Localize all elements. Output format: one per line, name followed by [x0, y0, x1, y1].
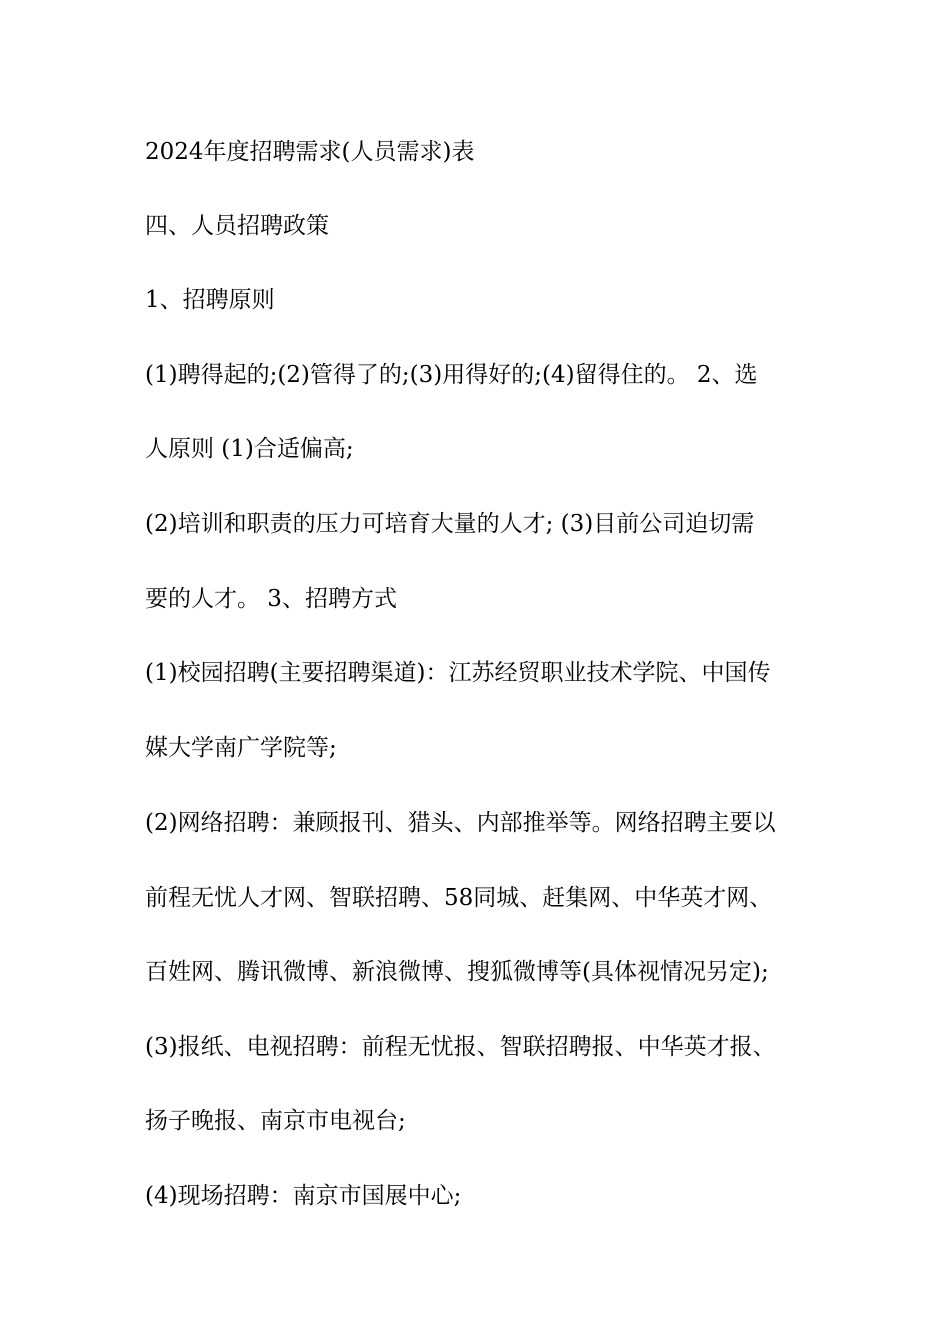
- text-line: (2)培训和职责的压力可培育大量的人才; (3)目前公司迫切需: [145, 511, 755, 537]
- text-line: 要的人才。 3、招聘方式: [145, 586, 397, 612]
- document-title: 2024年度招聘需求(人员需求)表: [145, 139, 475, 165]
- text-line: 前程无忧人才网、智联招聘、58同城、赶集网、中华英才网、: [145, 885, 773, 911]
- text-line: (1)聘得起的;(2)管得了的;(3)用得好的;(4)留得住的。 2、选: [145, 362, 758, 388]
- text-line: 百姓网、腾讯微博、新浪微博、搜狐微博等(具体视情况另定);: [145, 959, 769, 985]
- text-line: (2)网络招聘：兼顾报刊、猎头、内部推举等。网络招聘主要以: [145, 810, 776, 836]
- text-line: 扬子晚报、南京市电视台;: [145, 1108, 406, 1134]
- text-line: 媒大学南广学院等;: [145, 735, 337, 761]
- text-line: (1)校园招聘(主要招聘渠道)：江苏经贸职业技术学院、中国传: [145, 660, 771, 686]
- section-heading: 四、人员招聘政策: [145, 213, 329, 239]
- text-line: 人原则 (1)合适偏高;: [145, 436, 354, 462]
- text-line: (4)现场招聘：南京市国展中心;: [145, 1183, 462, 1209]
- text-line: (3)报纸、电视招聘：前程无忧报、智联招聘报、中华英才报、: [145, 1034, 776, 1060]
- subsection-heading: 1、招聘原则: [145, 287, 275, 313]
